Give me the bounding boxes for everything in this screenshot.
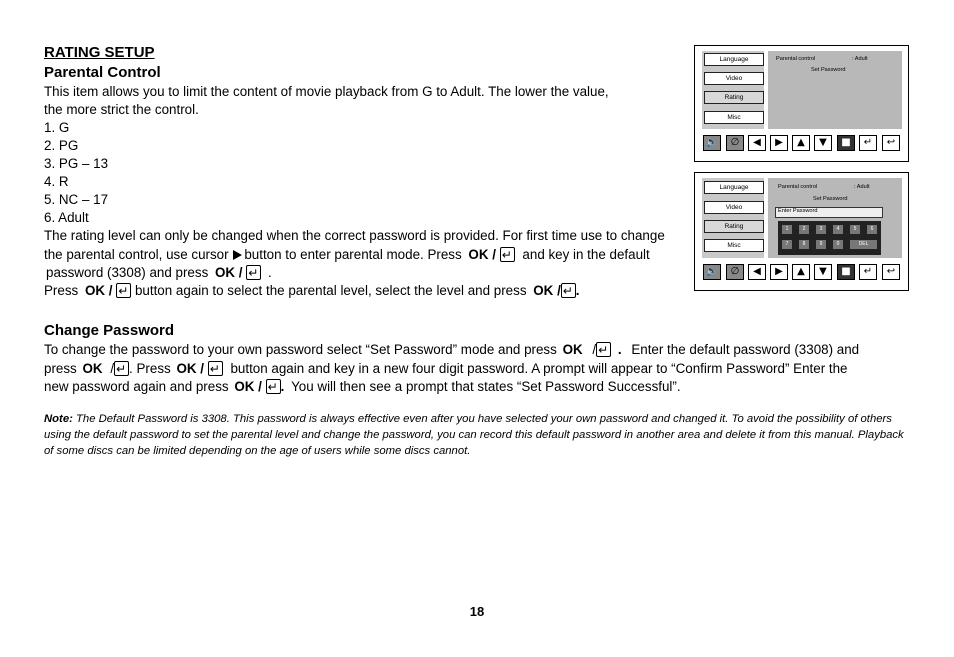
enter-icon[interactable]: ↵ [859, 264, 877, 280]
key-8[interactable]: 8 [799, 240, 809, 249]
parental-paragraph-line1: The rating level can only be changed when the correct password is provided. For first time use to change [44, 228, 665, 243]
up-arrow-icon[interactable]: ▲ [792, 264, 810, 280]
key-del[interactable]: DEL [850, 240, 877, 249]
text-fragment: the parental control, use cursor [44, 247, 229, 262]
key-5[interactable]: 5 [850, 225, 860, 234]
key-6[interactable]: 6 [867, 225, 877, 234]
speaker-icon[interactable]: 🔈 [703, 264, 721, 280]
cursor-right-icon [233, 250, 242, 260]
parental-control-value: : Adult [854, 184, 870, 190]
note-paragraph [44, 411, 916, 459]
menu-item-misc[interactable]: Misc [704, 111, 764, 124]
text-fragment: . [280, 379, 285, 394]
key-0[interactable]: 0 [833, 240, 843, 249]
text-fragment: / [110, 361, 115, 376]
parental-control-value: : Adult [852, 56, 868, 62]
key-1[interactable]: 1 [782, 225, 792, 234]
speaker-icon[interactable]: 🔈 [703, 135, 721, 151]
text-fragment: button again to select the parental level, select the level and press [134, 283, 527, 298]
left-arrow-icon[interactable]: ◀ [748, 264, 766, 280]
ok-label: OK / [533, 283, 561, 298]
menu-item-rating[interactable]: Rating [704, 91, 764, 104]
ok-label: OK / [215, 265, 243, 280]
note-text: The Default Password is 3308. This password is always effective even after you have selected your own password and changed it. To avoid the possibility of others using the default password to set the parental level and change the password, you can record this default password in another area and delete it from this manual. Playback of some discs can be limited depending on the age of users while some discs cannot. [44, 413, 904, 457]
set-password-option[interactable]: Set Password [813, 196, 848, 202]
ok-label: OK / [234, 379, 262, 394]
level-item-pg: 2. PG [44, 138, 79, 153]
text-fragment: . [268, 265, 272, 280]
ok-label: OK [562, 342, 583, 357]
enter-icon[interactable]: ↵ [859, 135, 877, 151]
up-arrow-icon[interactable]: ▲ [792, 135, 810, 151]
parental-control-title: Parental Control [44, 64, 161, 81]
text-fragment: Enter the default password (3308) and [631, 342, 860, 357]
mute-icon[interactable]: ∅ [726, 264, 744, 280]
text-fragment: password (3308) and press [46, 265, 209, 280]
enter-key-icon [246, 265, 261, 280]
ok-label: OK / [176, 361, 204, 376]
change-line1 [44, 341, 859, 359]
menu-item-video[interactable]: Video [704, 201, 764, 214]
parental-paragraph-line3 [46, 264, 272, 282]
ok-label: OK [82, 361, 103, 376]
page-number: 18 [469, 604, 485, 619]
parental-intro-line1: This item allows you to limit the content of movie playback from G to Adult. The lower the value, [44, 84, 609, 99]
parental-paragraph-line4 [44, 282, 580, 300]
number-keypad [778, 221, 881, 255]
return-icon[interactable]: ↩ [882, 264, 900, 280]
enter-key-icon [596, 342, 611, 357]
level-item-g: 1. G [44, 120, 70, 135]
enter-key-icon [114, 361, 129, 376]
enter-key-icon [266, 379, 281, 394]
enter-key-icon [208, 361, 223, 376]
ok-label: OK / [468, 247, 496, 262]
text-fragment: / [592, 342, 597, 357]
change-line2 [44, 360, 848, 378]
parental-intro-line2: the more strict the control. [44, 102, 199, 117]
text-fragment: and key in the default [522, 247, 650, 262]
key-4[interactable]: 4 [833, 225, 843, 234]
menu-item-language[interactable]: Language [704, 181, 764, 194]
key-7[interactable]: 7 [782, 240, 792, 249]
ok-label: OK / [84, 283, 113, 298]
level-item-r: 4. R [44, 174, 69, 189]
setup-screen-2 [694, 172, 909, 291]
text-fragment: button again and key in a new four digit password. A prompt will appear to “Confirm Password” Enter the [230, 361, 848, 376]
setup-screen-1 [694, 45, 909, 162]
enter-key-icon [561, 283, 576, 298]
down-arrow-icon[interactable]: ▼ [814, 264, 832, 280]
change-password-title: Change Password [44, 322, 175, 339]
settings-pane [768, 51, 902, 129]
key-9[interactable]: 9 [816, 240, 826, 249]
level-item-adult: 6. Adult [44, 210, 89, 225]
return-icon[interactable]: ↩ [882, 135, 900, 151]
stop-icon[interactable]: ■ [837, 264, 855, 280]
text-fragment: . [617, 342, 622, 357]
text-fragment: . Press [129, 361, 171, 376]
text-fragment: Press [44, 283, 79, 298]
text-fragment: You will then see a prompt that states “Set Password Successful”. [291, 379, 681, 394]
right-arrow-icon[interactable]: ▶ [770, 135, 788, 151]
text-fragment: press [44, 361, 77, 376]
level-item-pg13: 3. PG – 13 [44, 156, 109, 171]
parental-control-label: Parental control [776, 56, 816, 62]
text-fragment: . [575, 283, 580, 298]
right-arrow-icon[interactable]: ▶ [770, 264, 788, 280]
left-arrow-icon[interactable]: ◀ [748, 135, 766, 151]
stop-icon[interactable]: ■ [837, 135, 855, 151]
enter-password-label: Enter Password [778, 208, 818, 214]
key-3[interactable]: 3 [816, 225, 826, 234]
level-item-nc17: 5. NC – 17 [44, 192, 109, 207]
section-heading: RATING SETUP [44, 44, 155, 61]
mute-icon[interactable]: ∅ [726, 135, 744, 151]
key-2[interactable]: 2 [799, 225, 809, 234]
text-fragment: new password again and press [44, 379, 229, 394]
note-label: Note: [44, 413, 73, 425]
down-arrow-icon[interactable]: ▼ [814, 135, 832, 151]
parental-control-label: Parental control [778, 184, 818, 190]
menu-item-rating[interactable]: Rating [704, 220, 764, 233]
set-password-option[interactable]: Set Password [811, 67, 846, 73]
parental-paragraph-line2 [44, 246, 650, 264]
enter-key-icon [500, 247, 515, 262]
change-line3 [44, 378, 681, 396]
menu-item-misc[interactable]: Misc [704, 239, 764, 252]
text-fragment: To change the password to your own password select “Set Password” mode and press [44, 342, 557, 357]
menu-item-video[interactable]: Video [704, 72, 764, 85]
menu-item-language[interactable]: Language [704, 53, 764, 66]
enter-key-icon [116, 283, 131, 298]
text-fragment: button to enter parental mode. Press [244, 247, 462, 262]
